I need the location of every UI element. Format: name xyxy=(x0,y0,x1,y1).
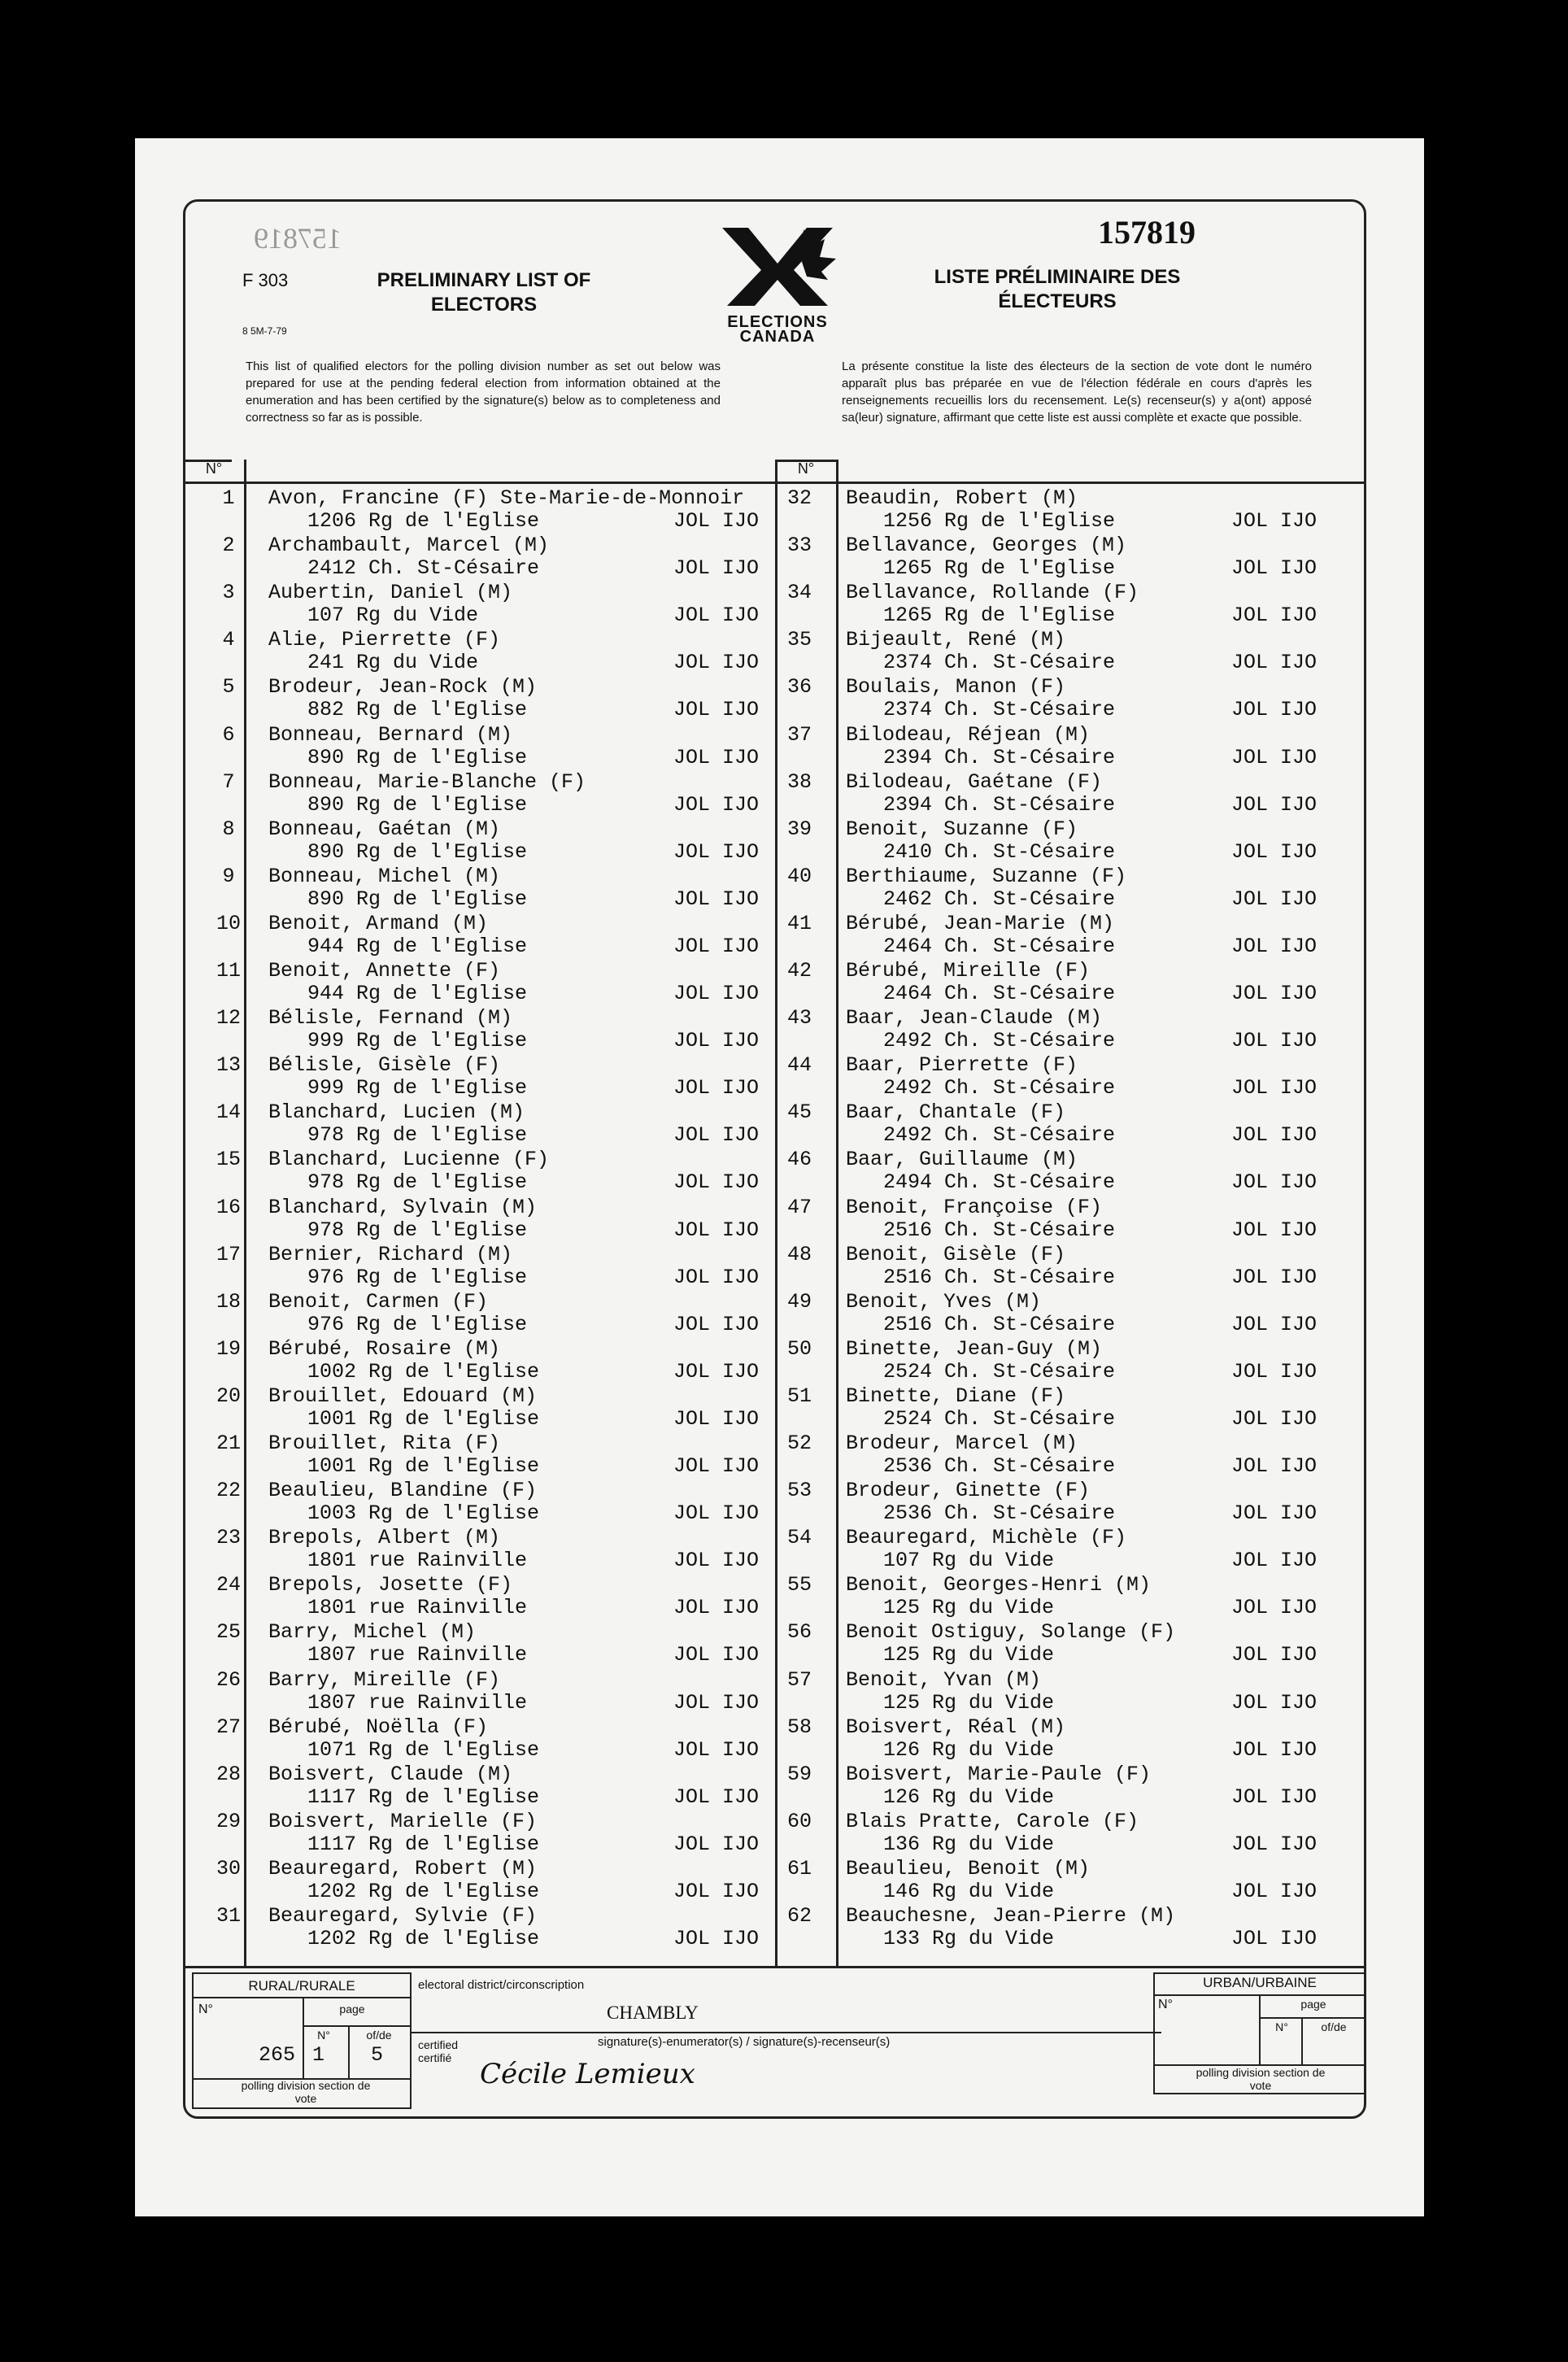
elector-name: Brouillet, Edouard (M) xyxy=(268,1384,538,1408)
elector-name: Boisvert, Réal (M) xyxy=(846,1715,1066,1739)
elector-postal-code: JOL IJO xyxy=(1231,1879,1318,1903)
elector-name: Bellavance, Georges (M) xyxy=(846,534,1127,558)
ghost-serial: 157819 xyxy=(254,222,342,255)
elector-address: 976 Rg de l'Eglise xyxy=(307,1265,528,1289)
elector-address: 133 Rg du Vide xyxy=(883,1927,1055,1950)
page-no-label: N° xyxy=(317,2029,330,2042)
elector-address: 1202 Rg de l'Eglise xyxy=(307,1879,540,1903)
elector-postal-code: JOL IJO xyxy=(673,1690,760,1715)
elector-name: Bellavance, Rollande (F) xyxy=(846,581,1139,605)
elector-number: 45 xyxy=(786,1100,812,1125)
elector-address: 125 Rg du Vide xyxy=(883,1643,1055,1667)
elector-number: 19 xyxy=(216,1336,241,1361)
elector-name: Beaulieu, Benoit (M) xyxy=(846,1856,1091,1880)
elector-name: Bélisle, Gisèle (F) xyxy=(268,1053,501,1078)
elector-postal-code: JOL IJO xyxy=(1231,1359,1318,1384)
elector-name: Beaudin, Robert (M) xyxy=(846,486,1078,510)
elector-postal-code: JOL IJO xyxy=(673,1076,760,1100)
elector-address: 2516 Ch. St-Césaire xyxy=(883,1265,1116,1289)
rule xyxy=(303,1997,304,2078)
elector-address: 2536 Ch. St-Césaire xyxy=(883,1454,1116,1478)
elector-postal-code: JOL IJO xyxy=(1231,1454,1318,1478)
elector-address: 1117 Rg de l'Eglise xyxy=(307,1785,540,1809)
elector-address: 944 Rg de l'Eglise xyxy=(307,982,528,1005)
elector-postal-code: JOL IJO xyxy=(673,651,760,675)
elector-postal-code: JOL IJO xyxy=(673,792,760,817)
elector-postal-code: JOL IJO xyxy=(1231,745,1318,769)
rural-label: RURAL/RURALE xyxy=(248,1978,355,1994)
elector-name: Archambault, Marcel (M) xyxy=(268,534,550,558)
urban-no-label: N° xyxy=(1158,1998,1173,2011)
elector-postal-code: JOL IJO xyxy=(673,982,760,1005)
elector-postal-code: JOL IJO xyxy=(1231,1501,1318,1526)
elector-postal-code: JOL IJO xyxy=(1231,792,1318,817)
elector-number: 52 xyxy=(786,1432,812,1455)
elector-postal-code: JOL IJO xyxy=(673,509,760,533)
elector-address: 978 Rg de l'Eglise xyxy=(307,1170,528,1195)
elector-address: 1117 Rg de l'Eglise xyxy=(307,1832,540,1856)
elector-address: 1001 Rg de l'Eglise xyxy=(307,1454,540,1478)
signature-label: signature(s)-enumerator(s) / signature(s)-recenseur(s) xyxy=(598,2035,891,2049)
elector-number: 47 xyxy=(786,1195,812,1219)
elector-address: 1003 Rg de l'Eglise xyxy=(307,1501,540,1526)
rule xyxy=(1301,2017,1303,2064)
elector-name: Bérubé, Mireille (F) xyxy=(846,959,1091,983)
elector-postal-code: JOL IJO xyxy=(1231,1076,1318,1100)
polling-label-rural: polling division section de vote xyxy=(241,2079,371,2105)
elector-number: 3 xyxy=(222,581,235,605)
maple-leaf-x-icon xyxy=(706,221,849,311)
elector-name: Brodeur, Marcel (M) xyxy=(846,1432,1078,1455)
elector-postal-code: JOL IJO xyxy=(1231,1123,1318,1148)
elector-number: 53 xyxy=(786,1479,812,1503)
elector-number: 46 xyxy=(786,1148,812,1172)
elector-postal-code: JOL IJO xyxy=(673,1029,760,1053)
elector-address: 125 Rg du Vide xyxy=(883,1690,1055,1715)
elector-name: Bonneau, Bernard (M) xyxy=(268,722,513,747)
elector-name: Bilodeau, Réjean (M) xyxy=(846,722,1091,747)
elector-name: Bernier, Richard (M) xyxy=(268,1242,513,1266)
elector-name: Alie, Pierrette (F) xyxy=(268,628,501,652)
elector-postal-code: JOL IJO xyxy=(673,698,760,722)
elector-number: 27 xyxy=(216,1715,241,1739)
elector-postal-code: JOL IJO xyxy=(673,1879,760,1903)
elector-number: 30 xyxy=(216,1856,241,1880)
elector-name: Boulais, Manon (F) xyxy=(846,675,1066,699)
elector-postal-code: JOL IJO xyxy=(1231,1596,1318,1620)
elector-number: 26 xyxy=(216,1667,241,1692)
elector-name: Benoit Ostiguy, Solange (F) xyxy=(846,1620,1176,1645)
elector-postal-code: JOL IJO xyxy=(673,1643,760,1667)
elector-address: 2494 Ch. St-Césaire xyxy=(883,1170,1116,1195)
elector-postal-code: JOL IJO xyxy=(1231,839,1318,864)
elector-name: Blanchard, Lucien (M) xyxy=(268,1100,525,1125)
rule xyxy=(1259,1994,1261,2064)
elector-number: 17 xyxy=(216,1242,241,1266)
elector-number: 23 xyxy=(216,1526,241,1550)
elector-postal-code: JOL IJO xyxy=(1231,1029,1318,1053)
elector-postal-code: JOL IJO xyxy=(1231,698,1318,722)
elector-postal-code: JOL IJO xyxy=(1231,1927,1318,1950)
elector-name: Avon, Francine (F) Ste-Marie-de-Monnoir xyxy=(268,486,745,510)
elector-postal-code: JOL IJO xyxy=(1231,1643,1318,1667)
elector-address: 2516 Ch. St-Césaire xyxy=(883,1218,1116,1242)
urban-of-label: of/de xyxy=(1321,2020,1347,2033)
title-en: PRELIMINARY LIST OF ELECTORS xyxy=(377,269,591,316)
elector-address: 241 Rg du Vide xyxy=(307,651,479,675)
elector-address: 1801 rue Rainville xyxy=(307,1596,528,1620)
elector-address: 146 Rg du Vide xyxy=(883,1879,1055,1903)
elector-postal-code: JOL IJO xyxy=(673,1170,760,1195)
elector-address: 1265 Rg de l'Eglise xyxy=(883,556,1116,581)
elector-address: 890 Rg de l'Eglise xyxy=(307,792,528,817)
serial-number: 157819 xyxy=(1098,214,1196,251)
elector-postal-code: JOL IJO xyxy=(1231,1170,1318,1195)
elector-postal-code: JOL IJO xyxy=(673,745,760,769)
district-label: electoral district/circonscription xyxy=(418,1978,585,1992)
elector-postal-code: JOL IJO xyxy=(673,887,760,911)
elector-number: 15 xyxy=(216,1148,241,1172)
elector-number: 25 xyxy=(216,1620,241,1645)
elector-address: 1801 rue Rainville xyxy=(307,1549,528,1573)
title-fr: LISTE PRÉLIMINAIRE DES ÉLECTEURS xyxy=(934,266,1181,312)
elector-name: Benoit, Carmen (F) xyxy=(268,1289,489,1314)
polling-label-urban: polling division section de vote xyxy=(1196,2066,1326,2092)
elector-name: Brepols, Josette (F) xyxy=(268,1573,513,1597)
elector-number: 8 xyxy=(222,817,235,841)
page-total: 5 xyxy=(371,2043,384,2067)
elector-name: Boisvert, Marielle (F) xyxy=(268,1809,538,1833)
elector-address: 999 Rg de l'Eglise xyxy=(307,1076,528,1100)
elector-postal-code: JOL IJO xyxy=(673,934,760,958)
elector-name: Bélisle, Fernand (M) xyxy=(268,1006,513,1031)
elector-name: Beauregard, Michèle (F) xyxy=(846,1526,1127,1550)
elector-address: 2412 Ch. St-Césaire xyxy=(307,556,540,581)
elector-name: Boisvert, Claude (M) xyxy=(268,1762,513,1786)
rule xyxy=(412,2032,1161,2033)
elector-address: 976 Rg de l'Eglise xyxy=(307,1312,528,1336)
elector-address: 126 Rg du Vide xyxy=(883,1737,1055,1762)
elector-name: Blais Pratte, Carole (F) xyxy=(846,1809,1139,1833)
elector-number: 33 xyxy=(786,534,812,558)
elector-number: 20 xyxy=(216,1384,241,1408)
elector-name: Bonneau, Gaétan (M) xyxy=(268,817,501,841)
elector-name: Blanchard, Sylvain (M) xyxy=(268,1195,538,1219)
elector-number: 58 xyxy=(786,1715,812,1739)
elector-name: Barry, Michel (M) xyxy=(268,1620,477,1645)
elector-number: 56 xyxy=(786,1620,812,1645)
elector-postal-code: JOL IJO xyxy=(673,556,760,581)
elector-address: 999 Rg de l'Eglise xyxy=(307,1029,528,1053)
elector-postal-code: JOL IJO xyxy=(1231,1549,1318,1573)
elector-name: Bérubé, Jean-Marie (M) xyxy=(846,911,1115,935)
elector-address: 1265 Rg de l'Eglise xyxy=(883,604,1116,628)
elector-address: 2536 Ch. St-Césaire xyxy=(883,1501,1116,1526)
rule xyxy=(1259,2017,1366,2019)
elector-number: 50 xyxy=(786,1336,812,1361)
elector-number: 55 xyxy=(786,1573,812,1597)
no-header-left: N° xyxy=(205,460,223,477)
urban-page-no-label: N° xyxy=(1275,2020,1288,2033)
column-rule xyxy=(836,460,838,1966)
elector-address: 2464 Ch. St-Césaire xyxy=(883,982,1116,1005)
elector-name: Brepols, Albert (M) xyxy=(268,1526,501,1550)
elector-address: 107 Rg du Vide xyxy=(883,1549,1055,1573)
elector-postal-code: JOL IJO xyxy=(673,1265,760,1289)
elector-postal-code: JOL IJO xyxy=(1231,1785,1318,1809)
elector-postal-code: JOL IJO xyxy=(673,1218,760,1242)
elector-name: Berthiaume, Suzanne (F) xyxy=(846,864,1127,888)
elector-name: Baar, Jean-Claude (M) xyxy=(846,1006,1103,1031)
elector-number: 28 xyxy=(216,1762,241,1786)
elector-number: 41 xyxy=(786,911,812,935)
page-number: 1 xyxy=(312,2043,325,2067)
elector-postal-code: JOL IJO xyxy=(673,1596,760,1620)
certified-label: certified certifié xyxy=(418,2038,459,2064)
elector-address: 2516 Ch. St-Césaire xyxy=(883,1312,1116,1336)
elector-address: 1807 rue Rainville xyxy=(307,1643,528,1667)
elector-name: Brodeur, Jean-Rock (M) xyxy=(268,675,538,699)
elector-number: 38 xyxy=(786,769,812,794)
elector-number: 18 xyxy=(216,1289,241,1314)
elector-number: 21 xyxy=(216,1432,241,1455)
elector-number: 6 xyxy=(222,722,235,747)
elector-postal-code: JOL IJO xyxy=(673,1737,760,1762)
elector-number: 49 xyxy=(786,1289,812,1314)
elector-address: 2524 Ch. St-Césaire xyxy=(883,1406,1116,1431)
intro-french: La présente constitue la liste des électeurs de la section de vote dont le numéro apparaît plus bas préparée en vue de l'élection fédérale en cours d'après les renseignements recueillis lors du recensement. Le(s) recenseur(s) y a(ont) apposé sa(leur) signature, affirmant que cette liste est aussi complète et exacte que possible. xyxy=(842,360,1312,425)
urban-page-label: page xyxy=(1300,1998,1326,2011)
elector-number: 42 xyxy=(786,959,812,983)
elector-postal-code: JOL IJO xyxy=(673,604,760,628)
footer-rule xyxy=(183,1966,1366,1968)
elector-address: 2492 Ch. St-Césaire xyxy=(883,1076,1116,1100)
elector-address: 890 Rg de l'Eglise xyxy=(307,745,528,769)
elector-postal-code: JOL IJO xyxy=(1231,604,1318,628)
elector-postal-code: JOL IJO xyxy=(673,1549,760,1573)
elector-postal-code: JOL IJO xyxy=(673,1785,760,1809)
elector-name: Benoit, Armand (M) xyxy=(268,911,489,935)
elector-number: 22 xyxy=(216,1479,241,1503)
rule xyxy=(192,1997,412,1998)
elector-number: 2 xyxy=(222,534,235,558)
elector-address: 2492 Ch. St-Césaire xyxy=(883,1123,1116,1148)
elector-name: Bérubé, Rosaire (M) xyxy=(268,1336,501,1361)
elector-number: 51 xyxy=(786,1384,812,1408)
elector-address: 2394 Ch. St-Césaire xyxy=(883,792,1116,817)
elector-address: 2394 Ch. St-Césaire xyxy=(883,745,1116,769)
elector-number: 4 xyxy=(222,628,235,652)
elector-postal-code: JOL IJO xyxy=(673,1501,760,1526)
elector-number: 37 xyxy=(786,722,812,747)
elector-name: Benoit, Georges-Henri (M) xyxy=(846,1573,1152,1597)
elector-postal-code: JOL IJO xyxy=(1231,1737,1318,1762)
elector-address: 1202 Rg de l'Eglise xyxy=(307,1927,540,1950)
elector-name: Beauchesne, Jean-Pierre (M) xyxy=(846,1904,1176,1928)
elector-address: 978 Rg de l'Eglise xyxy=(307,1123,528,1148)
elector-postal-code: JOL IJO xyxy=(673,1406,760,1431)
elector-address: 2374 Ch. St-Césaire xyxy=(883,651,1116,675)
elector-address: 136 Rg du Vide xyxy=(883,1832,1055,1856)
elector-number: 48 xyxy=(786,1242,812,1266)
elector-postal-code: JOL IJO xyxy=(673,1312,760,1336)
elector-name: Baar, Guillaume (M) xyxy=(846,1148,1078,1172)
elector-name: Aubertin, Daniel (M) xyxy=(268,581,513,605)
elector-number: 24 xyxy=(216,1573,241,1597)
elector-number: 35 xyxy=(786,628,812,652)
elector-number: 59 xyxy=(786,1762,812,1786)
district-name: CHAMBLY xyxy=(607,2002,699,2023)
elector-postal-code: JOL IJO xyxy=(1231,1218,1318,1242)
elector-name: Benoit, Gisèle (F) xyxy=(846,1242,1066,1266)
elector-postal-code: JOL IJO xyxy=(1231,982,1318,1005)
elector-name: Benoit, Yves (M) xyxy=(846,1289,1042,1314)
elector-name: Benoit, Annette (F) xyxy=(268,959,501,983)
elector-name: Benoit, Suzanne (F) xyxy=(846,817,1078,841)
elector-address: 2464 Ch. St-Césaire xyxy=(883,934,1116,958)
elector-name: Beauregard, Sylvie (F) xyxy=(268,1904,538,1928)
elector-name: Beauregard, Robert (M) xyxy=(268,1856,538,1880)
elector-address: 125 Rg du Vide xyxy=(883,1596,1055,1620)
elector-address: 2492 Ch. St-Césaire xyxy=(883,1029,1116,1053)
elector-number: 61 xyxy=(786,1856,812,1880)
elector-name: Binette, Jean-Guy (M) xyxy=(846,1336,1103,1361)
enumerator-signature: Cécile Lemieux xyxy=(480,2058,695,2090)
elector-number: 13 xyxy=(216,1053,241,1078)
elector-name: Bonneau, Michel (M) xyxy=(268,864,501,888)
elector-name: Baar, Chantale (F) xyxy=(846,1100,1066,1125)
form-code: F 303 xyxy=(242,270,289,290)
elector-number: 40 xyxy=(786,864,812,888)
elector-number: 44 xyxy=(786,1053,812,1078)
elector-number: 57 xyxy=(786,1667,812,1692)
elector-number: 32 xyxy=(786,486,812,510)
elector-name: Brouillet, Rita (F) xyxy=(268,1432,501,1455)
elector-address: 2524 Ch. St-Césaire xyxy=(883,1359,1116,1384)
elector-name: Bérubé, Noëlla (F) xyxy=(268,1715,489,1739)
elector-name: Bonneau, Marie-Blanche (F) xyxy=(268,769,586,794)
elector-number: 12 xyxy=(216,1006,241,1031)
elector-postal-code: JOL IJO xyxy=(673,1123,760,1148)
elector-number: 39 xyxy=(786,817,812,841)
elector-name: Binette, Diane (F) xyxy=(846,1384,1066,1408)
elector-address: 890 Rg de l'Eglise xyxy=(307,887,528,911)
elector-name: Baar, Pierrette (F) xyxy=(846,1053,1078,1078)
urban-label: URBAN/URBAINE xyxy=(1203,1975,1317,1990)
elector-address: 890 Rg de l'Eglise xyxy=(307,839,528,864)
elector-name: Barry, Mireille (F) xyxy=(268,1667,501,1692)
elector-name: Beaulieu, Blandine (F) xyxy=(268,1479,538,1503)
elector-address: 882 Rg de l'Eglise xyxy=(307,698,528,722)
elector-postal-code: JOL IJO xyxy=(673,1927,760,1950)
elector-address: 1001 Rg de l'Eglise xyxy=(307,1406,540,1431)
elector-postal-code: JOL IJO xyxy=(1231,1690,1318,1715)
intro-english: This list of qualified electors for the polling division number as set out below was prepared for use at the pending federal election from information obtained at the enumeration and has been certified by the signature(s) below as to completeness and correctness so far as is possible. xyxy=(246,360,721,425)
print-code: 8 5M-7-79 xyxy=(242,325,287,337)
rule xyxy=(303,2025,412,2027)
elector-number: 36 xyxy=(786,675,812,699)
elector-postal-code: JOL IJO xyxy=(1231,651,1318,675)
elector-number: 16 xyxy=(216,1195,241,1219)
elector-number: 31 xyxy=(216,1904,241,1928)
logo-text: ELECTIONS CANADA xyxy=(727,313,828,346)
elector-postal-code: JOL IJO xyxy=(1231,1832,1318,1856)
polling-number: 265 xyxy=(259,2043,296,2067)
elector-address: 1002 Rg de l'Eglise xyxy=(307,1359,540,1384)
elector-postal-code: JOL IJO xyxy=(1231,509,1318,533)
elector-address: 2462 Ch. St-Césaire xyxy=(883,887,1116,911)
elector-name: Benoit, Françoise (F) xyxy=(846,1195,1103,1219)
elector-number: 1 xyxy=(222,486,235,510)
elector-address: 1071 Rg de l'Eglise xyxy=(307,1737,540,1762)
elector-number: 9 xyxy=(222,864,235,888)
page-label: page xyxy=(339,2002,365,2016)
elector-postal-code: JOL IJO xyxy=(1231,934,1318,958)
elector-number: 34 xyxy=(786,581,812,605)
elector-name: Bijeault, René (M) xyxy=(846,628,1066,652)
elector-name: Blanchard, Lucienne (F) xyxy=(268,1148,550,1172)
elector-name: Bilodeau, Gaétane (F) xyxy=(846,769,1103,794)
elector-postal-code: JOL IJO xyxy=(1231,1265,1318,1289)
elector-address: 126 Rg du Vide xyxy=(883,1785,1055,1809)
elections-canada-logo xyxy=(706,221,849,346)
page-of-label: of/de xyxy=(366,2029,392,2042)
elector-number: 5 xyxy=(222,675,235,699)
elector-postal-code: JOL IJO xyxy=(673,1359,760,1384)
elector-name: Brodeur, Ginette (F) xyxy=(846,1479,1091,1503)
elector-address: 107 Rg du Vide xyxy=(307,604,479,628)
elector-name: Boisvert, Marie-Paule (F) xyxy=(846,1762,1152,1786)
elector-number: 60 xyxy=(786,1809,812,1833)
elector-postal-code: JOL IJO xyxy=(673,1832,760,1856)
no-label: N° xyxy=(198,2002,213,2016)
elector-name: Benoit, Yvan (M) xyxy=(846,1667,1042,1692)
elector-postal-code: JOL IJO xyxy=(673,1454,760,1478)
elector-number: 29 xyxy=(216,1809,241,1833)
elector-postal-code: JOL IJO xyxy=(1231,1312,1318,1336)
elector-address: 1807 rue Rainville xyxy=(307,1690,528,1715)
elector-number: 54 xyxy=(786,1526,812,1550)
elector-address: 944 Rg de l'Eglise xyxy=(307,934,528,958)
elector-address: 2374 Ch. St-Césaire xyxy=(883,698,1116,722)
elector-number: 62 xyxy=(786,1904,812,1928)
elector-number: 10 xyxy=(216,911,241,935)
no-header-right: N° xyxy=(797,460,815,477)
elector-number: 11 xyxy=(216,959,241,983)
elector-postal-code: JOL IJO xyxy=(1231,556,1318,581)
elector-number: 43 xyxy=(786,1006,812,1031)
elector-address: 1206 Rg de l'Eglise xyxy=(307,509,540,533)
elector-number: 14 xyxy=(216,1100,241,1125)
elector-postal-code: JOL IJO xyxy=(1231,887,1318,911)
elector-address: 978 Rg de l'Eglise xyxy=(307,1218,528,1242)
elector-postal-code: JOL IJO xyxy=(673,839,760,864)
elector-postal-code: JOL IJO xyxy=(1231,1406,1318,1431)
elector-address: 2410 Ch. St-Césaire xyxy=(883,839,1116,864)
elector-address: 1256 Rg de l'Eglise xyxy=(883,509,1116,533)
elector-number: 7 xyxy=(222,769,235,794)
